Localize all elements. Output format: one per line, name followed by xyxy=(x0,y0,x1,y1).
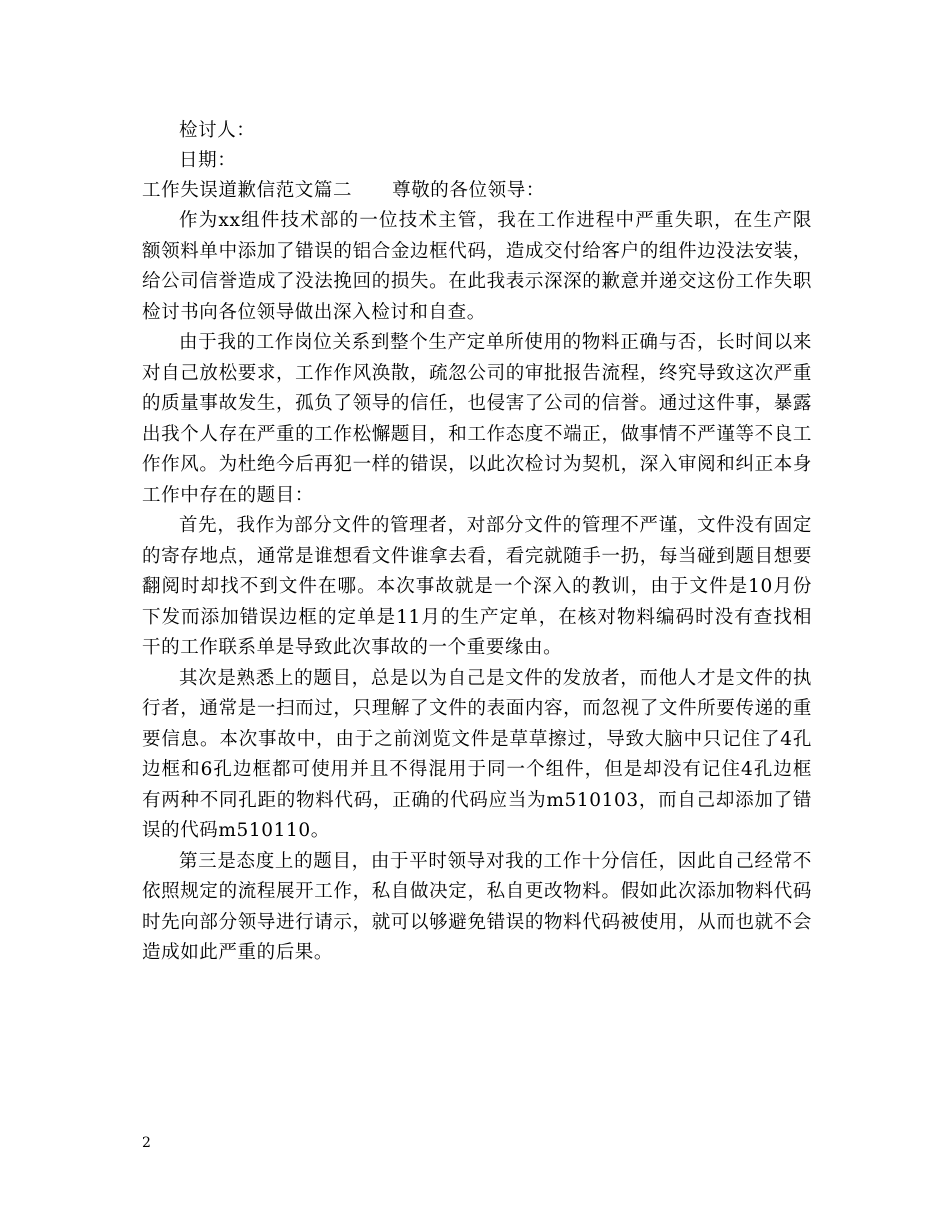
page-number: 2 xyxy=(142,1135,151,1151)
salutation: 尊敬的各位领导： xyxy=(392,180,545,201)
paragraph-3: 首先，我作为部分文件的管理者，对部分文件的管理不严谨，文件没有固定的寄存地点，通常是谁想看文件谁拿去看，看完就随手一扔，每当碰到题目想要翻阅时却找不到文件在哪。本次事故就是一个深入的教训，由于文件是10月份下发而添加错误边框的定单是11月的生产定单，在核对物料编码时没有查找相干的工作联系单是导致此次事故的一个重要缘由。 xyxy=(142,515,812,658)
document-body xyxy=(142,116,812,969)
section-heading-line xyxy=(142,176,812,206)
section-title: 工作失误道歉信范文篇二 xyxy=(142,180,353,201)
paragraph-5: 第三是态度上的题目，由于平时领导对我的工作十分信任，因此自己经常不依照规定的流程展开工作，私自做决定，私自更改物料。假如此次添加物料代码时先向部分领导进行请示，就可以够避免错误的物料代码被使用，从而也就不会造成如此严重的后果。 xyxy=(142,850,812,963)
date-label: 日期： xyxy=(179,150,237,171)
paragraph-1: 作为xx组件技术部的一位技术主管，我在工作进程中严重失职，在生产限额领料单中添加了错误的铝合金边框代码，造成交付给客户的组件边没法安装，给公司信誉造成了没法挽回的损失。在此我表示深深的歉意并递交这份工作失职检讨书向各位领导做出深入检讨和自查。 xyxy=(142,210,812,323)
paragraph-4: 其次是熟悉上的题目，总是以为自己是文件的发放者，而他人才是文件的执行者，通常是一扫而过，只理解了文件的表面内容，而忽视了文件所要传递的重要信息。本次事故中，由于之前浏览文件是草草擦过，导致大脑中只记住了4孔边框和6孔边框都可使用并且不得混用于同一个组件，但是却没有记住4孔边框有两种不同孔距的物料代码，正确的代码应当为m510103，而自己却添加了错误的代码m510110。 xyxy=(142,667,812,841)
signer-label: 检讨人： xyxy=(179,120,256,141)
paragraph-2: 由于我的工作岗位关系到整个生产定单所使用的物料正确与否，长时间以来对自己放松要求，工作作风涣散，疏忽公司的审批报告流程，终究导致这次严重的质量事故发生，孤负了领导的信任，也侵害了公司的信誉。通过这件事，暴露出我个人存在严重的工作松懈题目，和工作态度不端正，做事情不严谨等不良工作作风。为杜绝今后再犯一样的错误，以此次检讨为契机，深入审阅和纠正本身工作中存在的题目： xyxy=(142,332,812,506)
